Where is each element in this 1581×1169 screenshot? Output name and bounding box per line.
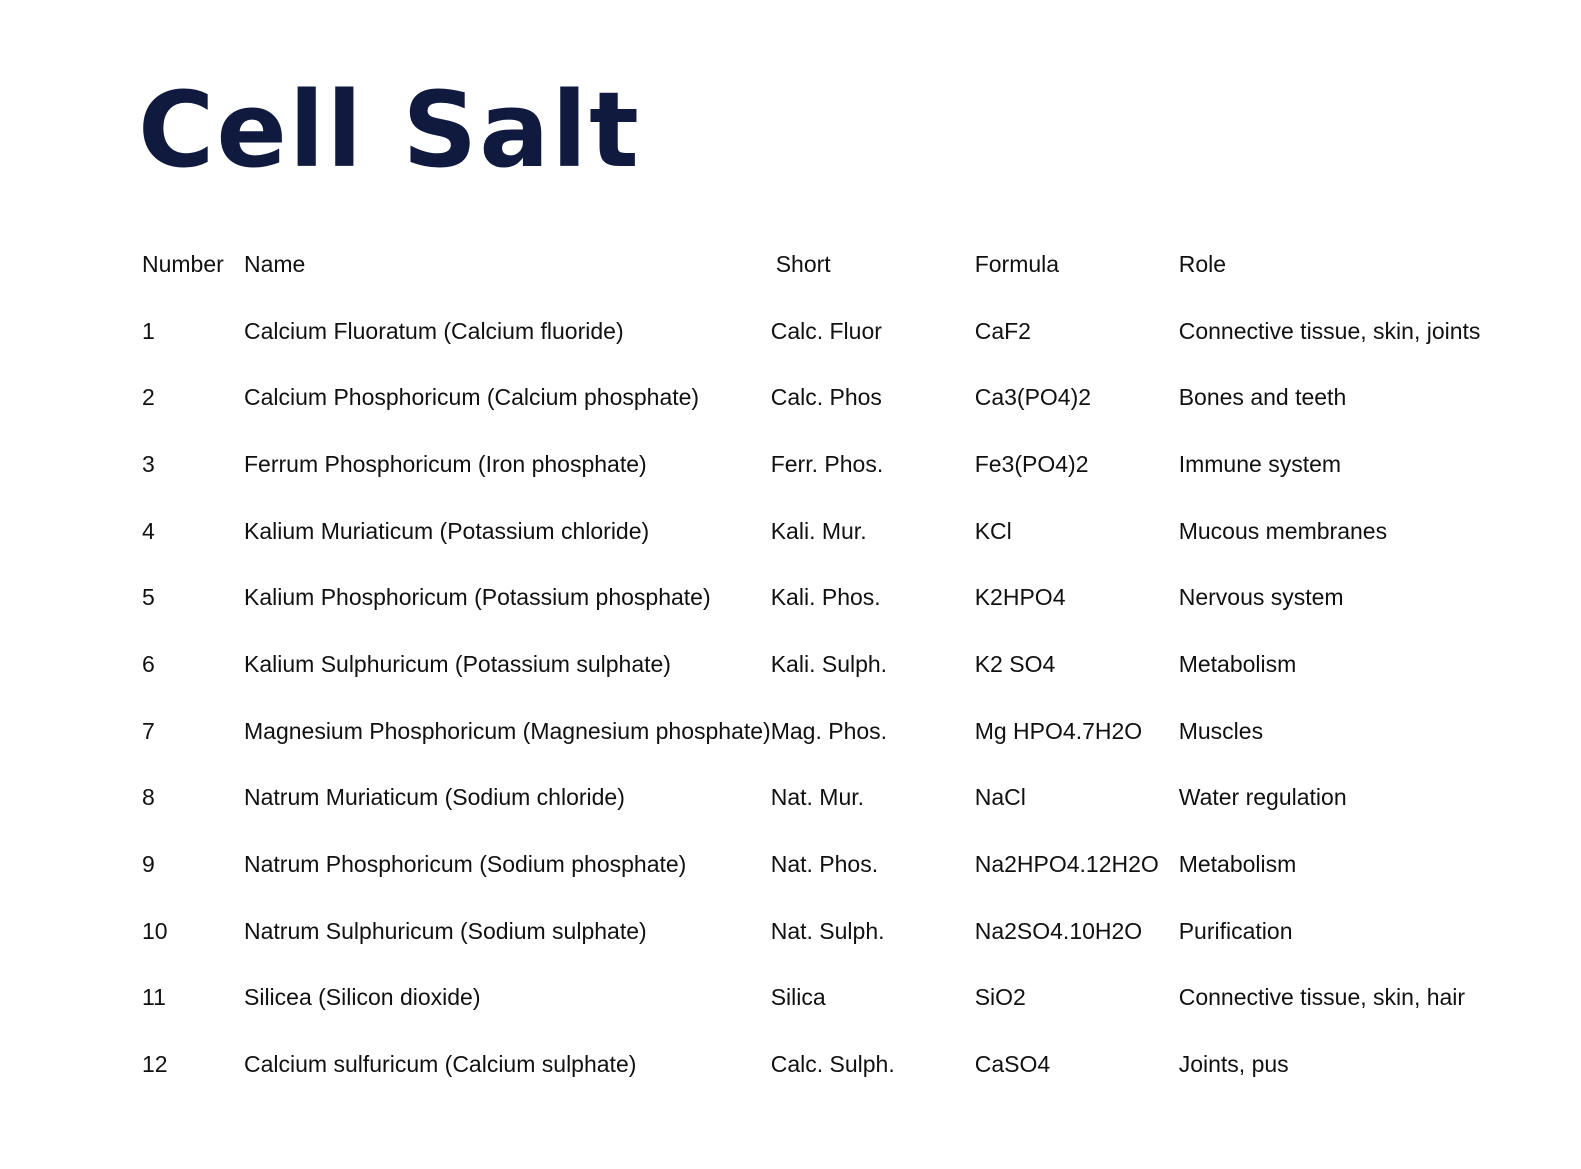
cell-formula: KCl [974,517,1012,544]
column-header-number: Number [142,250,224,277]
table-row [142,498,1480,565]
cell-number: 5 [142,584,155,611]
cell-number: 8 [142,784,155,811]
cell-formula: Na2SO4.10H2O [974,917,1143,944]
cell-number: 2 [142,384,155,411]
cell-role: Bones and teeth [1178,384,1347,411]
table-row [142,698,1480,765]
cell-name: Natrum Muriaticum (Sodium chloride) [244,784,625,811]
cell-number: 11 [142,984,166,1011]
cell-role: Metabolism [1178,851,1297,878]
table-row [142,631,1480,698]
cell-number: 9 [142,851,155,878]
cell-role: Connective tissue, skin, hair [1178,984,1466,1011]
cell-role: Immune system [1178,450,1342,477]
table-row [142,298,1480,365]
table-row [142,564,1480,631]
table-row [142,831,1480,898]
column-header-short: Short [775,250,831,277]
cell-formula: CaF2 [974,317,1031,344]
cell-short: Nat. Mur. [770,784,865,811]
cell-formula: Fe3(PO4)2 [974,450,1089,477]
cell-name: Calcium sulfuricum (Calcium sulphate) [244,1051,637,1078]
cell-short: Kali. Mur. [770,517,867,544]
table-header-row [142,231,1480,298]
cell-short: Nat. Sulph. [770,917,885,944]
cell-name: Natrum Phosphoricum (Sodium phosphate) [244,851,687,878]
cell-name: Kalium Sulphuricum (Potassium sulphate) [244,650,671,677]
column-header-name: Name [244,250,306,277]
cell-short: Ferr. Phos. [770,450,884,477]
cell-formula: K2 SO4 [974,650,1056,677]
cell-name: Kalium Phosphoricum (Potassium phosphate) [244,584,711,611]
cell-number: 7 [142,717,155,744]
column-header-role: Role [1178,250,1227,277]
table-row [142,431,1480,498]
cell-role: Metabolism [1178,650,1297,677]
cell-salt-table [142,231,1480,1098]
cell-name: Calcium Phosphoricum (Calcium phosphate) [244,384,700,411]
table-row [142,765,1480,832]
cell-short: Calc. Fluor [770,317,882,344]
cell-role: Nervous system [1178,584,1344,611]
cell-formula: Mg HPO4.7H2O [974,717,1143,744]
cell-formula: Na2HPO4.12H2O [974,851,1159,878]
table-row [142,1031,1480,1098]
cell-formula: K2HPO4 [974,584,1066,611]
cell-number: 6 [142,650,155,677]
table-row [142,898,1480,965]
cell-role: Purification [1178,917,1293,944]
cell-short: Calc. Sulph. [770,1051,895,1078]
cell-short: Nat. Phos. [770,851,879,878]
cell-short: Kali. Phos. [770,584,881,611]
cell-name: Magnesium Phosphoricum (Magnesium phosphate) [244,717,771,744]
cell-name: Kalium Muriaticum (Potassium chloride) [244,517,650,544]
cell-number: 12 [142,1051,168,1078]
cell-number: 10 [142,917,168,944]
cell-formula: NaCl [974,784,1026,811]
cell-number: 4 [142,517,155,544]
cell-name: Calcium Fluoratum (Calcium fluoride) [244,317,624,344]
cell-role: Muscles [1178,717,1264,744]
cell-formula: Ca3(PO4)2 [974,384,1092,411]
cell-name: Natrum Sulphuricum (Sodium sulphate) [244,917,647,944]
cell-short: Kali. Sulph. [770,650,888,677]
cell-role: Water regulation [1178,784,1347,811]
cell-formula: SiO2 [974,984,1026,1011]
cell-number: 3 [142,450,155,477]
cell-short: Silica [770,984,826,1011]
cell-short: Mag. Phos. [770,717,888,744]
cell-role: Joints, pus [1178,1051,1289,1078]
table-row [142,364,1480,431]
cell-number: 1 [142,317,155,344]
column-header-formula: Formula [974,250,1060,277]
cell-role: Connective tissue, skin, joints [1178,317,1481,344]
table-row [142,965,1480,1032]
cell-name: Ferrum Phosphoricum (Iron phosphate) [244,450,647,477]
cell-role: Mucous membranes [1178,517,1388,544]
cell-name: Silicea (Silicon dioxide) [244,984,481,1011]
cell-short: Calc. Phos [770,384,882,411]
cell-formula: CaSO4 [974,1051,1051,1078]
page-title: Cell Salt [138,69,641,191]
